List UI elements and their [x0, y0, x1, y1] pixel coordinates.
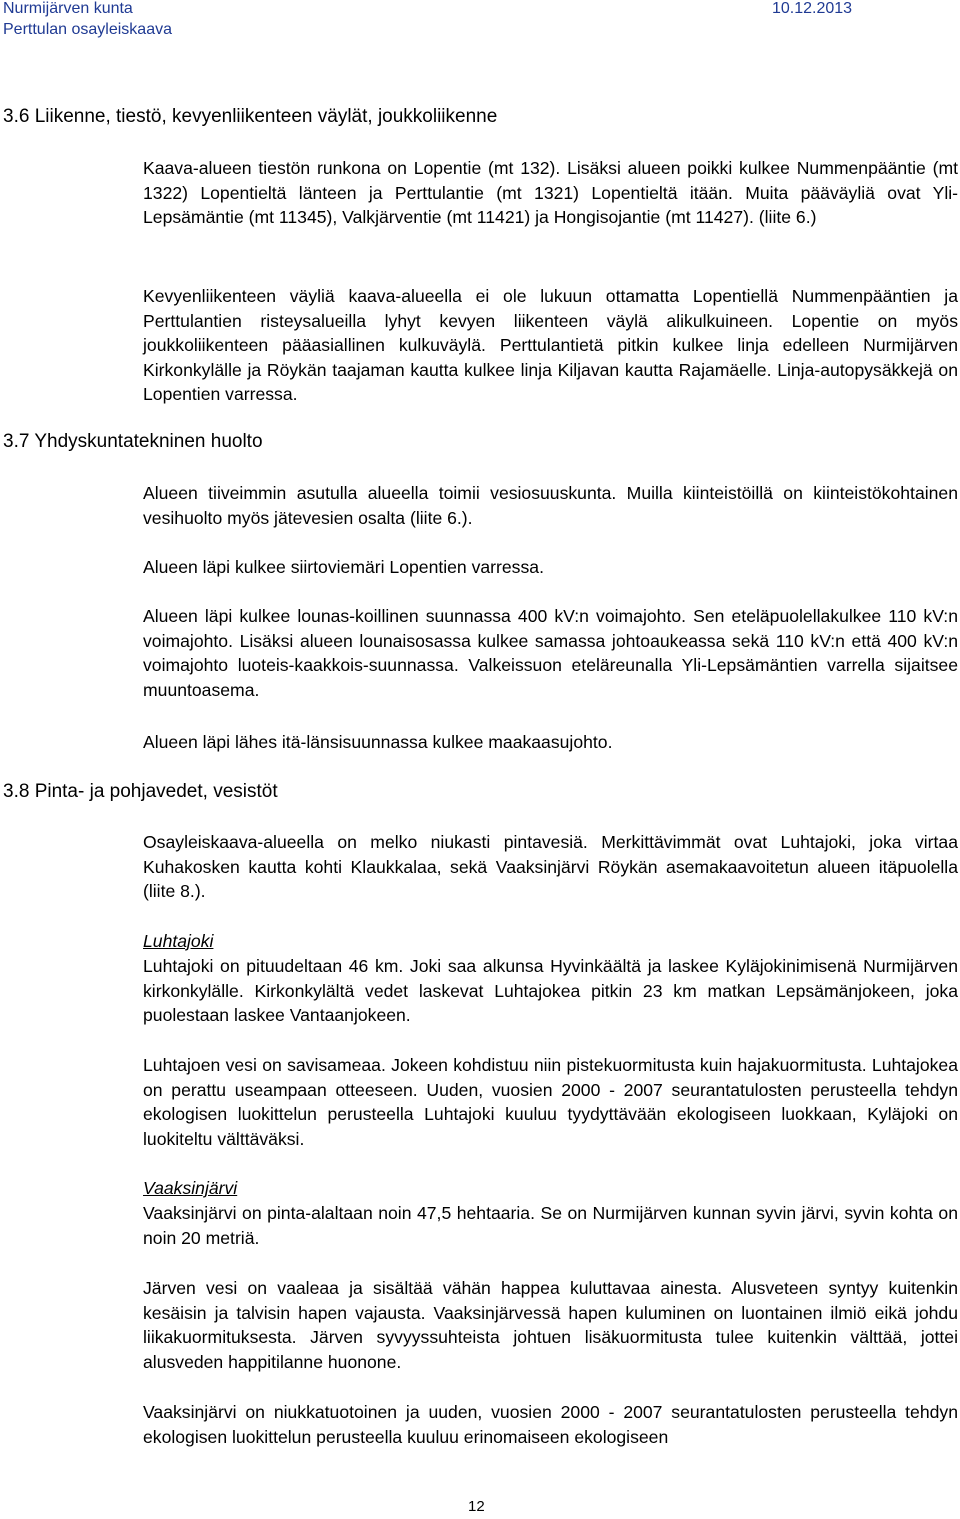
- paragraph-vaaksinjarvi-classification: Vaaksinjärvi on niukkatuotoinen ja uuden, vuosien 2000 - 2007 seurantatulosten perusteella tehdyn ekologisen luokittelun perusteella kuuluu erinomaiseen ekologiseen: [143, 1402, 958, 1447]
- paragraph-vaaksinjarvi-area: Vaaksinjärvi on pinta-alaltaan noin 47,5 hehtaaria. Se on Nurmijärven kunnan syvin järvi, syvin kohta on noin 20 metriä.: [143, 1203, 958, 1248]
- paragraph-water-supply: Alueen tiiveimmin asutulla alueella toimii vesiosuuskunta. Muilla kiinteistöillä on kiinteistökohtainen vesihuolto myös jätevesien osalta (liite 6.).: [143, 483, 958, 528]
- paragraph-luhtajoki-water: Luhtajoen vesi on savisameaa. Jokeen kohdistuu niin pistekuormitusta kuin hajakuormitusta. Luhtajokea on perattu useampaan otteeseen. Uuden, vuosien 2000 - 2007 seurantatulosten perusteella tehdyn ekologisen luokittelun perusteella Luhtajoki kuuluu tyydyttävään ekologiseen luokkaan, Kyläjoki on luokiteltu välttäväksi.: [143, 1055, 958, 1149]
- page-number: 12: [468, 1498, 485, 1515]
- paragraph-power-lines: Alueen läpi kulkee lounas-koillinen suunnassa 400 kV:n voimajohto. Sen eteläpuolellakulkee 110 kV:n voimajohto. Lisäksi alueen lounaisosassa kulkee samassa johtoaukeassa sekä 110 kV:n että 400 kV:n voimajohto luoteis-kaakkois-suunnassa. Valkeissuon eteläreunalla Yli-Lepsämäntien varrella sijaitsee muuntoasema.: [143, 606, 958, 700]
- section-3-7-title: 3.7 Yhdyskuntatekninen huolto: [3, 431, 263, 452]
- paragraph-gas-pipe: Alueen läpi lähes itä-länsisuunnassa kulkee maakaasujohto.: [143, 732, 613, 752]
- header-date: 10.12.2013: [772, 0, 853, 17]
- paragraph-sewer: Alueen läpi kulkee siirtoviemäri Lopentien varressa.: [143, 557, 544, 577]
- paragraph-vaaksinjarvi-water: Järven vesi on vaaleaa ja sisältää vähän happea kuluttavaa ainesta. Alusveteen syntyy kuitenkin kesäisin ja talvisin hapen vajausta. Vaaksinjärvessä hapen kuluminen on luontainen ilmiö eikä johdu liikakuormituksesta. Järven syvyyssuhteista johtuen lisäkuormitusta tulee kuitenkin välttää, jottei alusveden happitilanne huonone.: [143, 1278, 958, 1372]
- section-3-8-title: 3.8 Pinta- ja pohjavedet, vesistöt: [3, 781, 278, 802]
- subheading-vaaksinjarvi: Vaaksinjärvi: [143, 1178, 238, 1198]
- header-plan-name: Perttulan osayleiskaava: [3, 21, 172, 38]
- subheading-luhtajoki: Luhtajoki: [143, 931, 214, 951]
- page-header: [0, 0, 960, 44]
- paragraph-light-traffic: Kevyenliikenteen väyliä kaava-alueella ei ole lukuun ottamatta Lopentiellä Nummenpääntien ja Perttulantien risteysalueilla lyhyt kevyen liikenteen väylä alikulkuineen. Lopentie on myös joukkoliikenteen pääasiallinen kulkuväylä. Perttulantietä pitkin kulkee linja edelleen Nurmijärven Kirkonkylälle ja Röykän taajaman kautta kulkee linja Kiljavan kautta Rajamäelle. Linja-autopysäkkejä on Lopentien varressa.: [143, 286, 958, 405]
- section-3-6-title: 3.6 Liikenne, tiestö, kevyenliikenteen väylät, joukkoliikenne: [3, 106, 498, 127]
- paragraph-road-network: Kaava-alueen tiestön runkona on Lopentie (mt 132). Lisäksi alueen poikki kulkee Nummenpääntie (mt 1322) Lopentieltä länteen ja Perttulantie (mt 1321) Lopentieltä itään. Muita pääväyliä ovat Yli-Lepsämäntie (mt 11345), Valkjärventie (mt 11421) ja Hongisojantie (mt 11427). (liite 6.): [143, 158, 958, 228]
- paragraph-surface-waters: Osayleiskaava-alueella on melko niukasti pintavesiä. Merkittävimmät ovat Luhtajoki, joka virtaa Kuhakosken kautta kohti Klaukkalaa, sekä Vaaksinjärvi Röykän asemakaavoitetun alueen itäpuolella (liite 8.).: [143, 832, 958, 902]
- paragraph-luhtajoki-length: Luhtajoki on pituudeltaan 46 km. Joki saa alkunsa Hyvinkäältä ja laskee Kyläjokinimisenä Nurmijärven kirkonkylälle. Kirkonkylältä vedet laskevat Luhtajokea pitkin 23 km matkan Lepsämänjokeen, joka puolestaan laskee Vantaanjokeen.: [143, 956, 958, 1026]
- header-municipality: Nurmijärven kunta: [3, 0, 133, 17]
